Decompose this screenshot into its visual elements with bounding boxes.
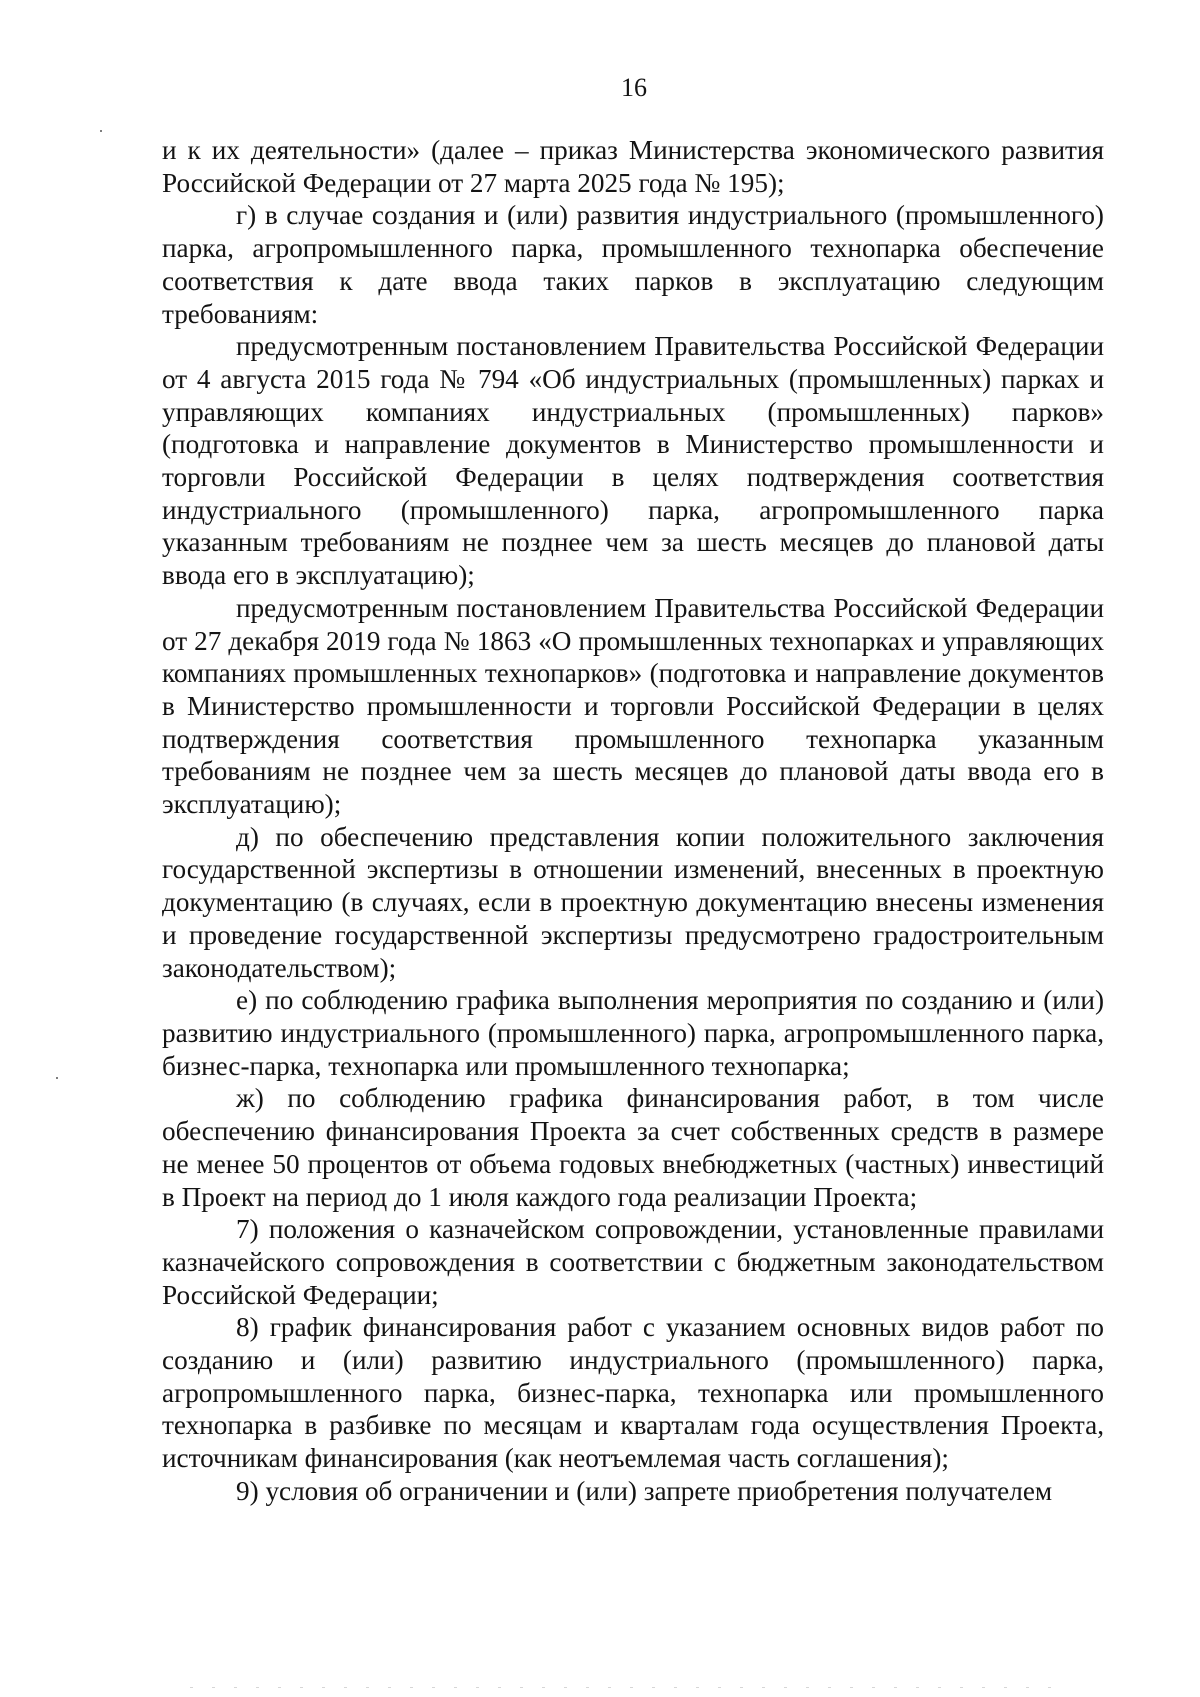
- page-number: 16: [621, 73, 647, 102]
- paragraph: предусмотренным постановлением Правительства Российской Федерации от 4 августа 2015 года № 794 «Об индустриальных (промышленных) парках и управляющих компаниях индустриальных (промышленных) парков» (подготовка и направление документов в Министерство промышленности и торговли Российской Федерации в целях подтверждения соответствия индустриального (промышленного) парка, агропромышленного парка указанным требованиям не позднее чем за шесть месяцев до плановой даты ввода его в эксплуатацию);: [162, 331, 1104, 591]
- paragraph-item-d: д) по обеспечению представления копии положительного заключения государственной экспертизы в отношении изменений, внесенных в проектную документацию (в случаях, если в проектную документацию внесены изменения и проведение государственной экспертизы предусмотрено градостроительным законодательством);: [162, 821, 1104, 983]
- paragraph-item-9: 9) условия об ограничении и (или) запрете приобретения получателем: [236, 1475, 1053, 1506]
- document-body: [162, 134, 1104, 1508]
- paragraph-item-e: е) по соблюдению графика выполнения мероприятия по созданию и (или) развитию индустриального (промышленного) парка, агропромышленного парка, бизнес-парка, технопарка или промышленного технопарка;: [162, 985, 1104, 1081]
- paragraph-item-7: 7) положения о казначейском сопровождении, установленные правилами казначейского сопровождения в соответствии с бюджетным законодательством Российской Федерации;: [162, 1214, 1104, 1310]
- paragraph-item-g: г) в случае создания и (или) развития индустриального (промышленного) парка, агропромышленного парка, промышленного технопарка обеспечение соответствия к дате ввода таких парков в эксплуатацию следующим требованиям:: [162, 200, 1104, 329]
- paragraph: и к их деятельности» (далее – приказ Министерства экономического развития Российской Федерации от 27 марта 2025 года № 195);: [162, 135, 1104, 198]
- scan-speck: [56, 1077, 58, 1079]
- paragraph-item-zh: ж) по соблюдению графика финансирования работ, в том числе обеспечению финансирования Проекта за счет собственных средств в размере не менее 50 процентов от объема годовых внебюджетных (частных) инвестиций в Проект на период до 1 июля каждого года реализации Проекта;: [162, 1083, 1104, 1212]
- paragraph: предусмотренным постановлением Правительства Российской Федерации от 27 декабря 2019 года № 1863 «О промышленных технопарках и управляющих компаниях промышленных технопарков» (подготовка и направление документов в Министерство промышленности и торговли Российской Федерации в целях подтверждения соответствия промышленного технопарка указанным требованиям не позднее чем за шесть месяцев до плановой даты ввода его в эксплуатацию);: [162, 592, 1104, 820]
- paragraph-item-8: 8) график финансирования работ с указанием основных видов работ по созданию и (или) развитию индустриального (промышленного) парка, агропромышленного парка, бизнес-парка, технопарка или промышленного технопарка в разбивке по месяцам и кварталам года осуществления Проекта, источникам финансирования (как неотъемлемая часть соглашения);: [162, 1312, 1104, 1474]
- scan-speck: [100, 130, 102, 132]
- scan-edge-noise: [190, 1687, 1070, 1688]
